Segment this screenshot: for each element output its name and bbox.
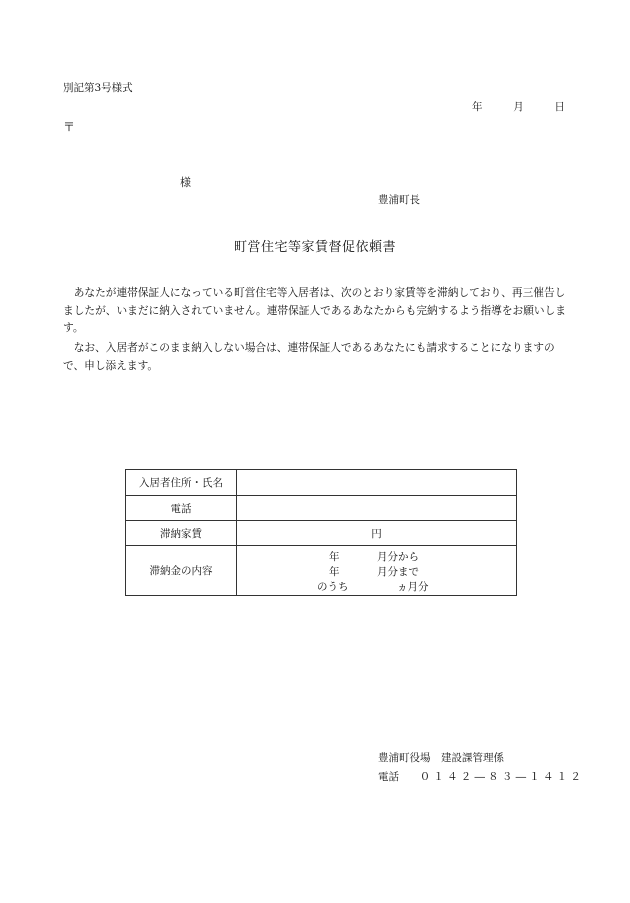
sender-name: 豊浦町長 <box>378 194 420 206</box>
of-which: のうち <box>317 581 349 593</box>
details-label: 滞納金の内容 <box>126 546 237 596</box>
arrears-period <box>237 546 516 595</box>
footer-office: 豊浦町役場 建設課管理係 <box>378 752 504 764</box>
details-value <box>237 546 517 596</box>
addressee-suffix: 様 <box>180 176 191 189</box>
date-month: 月 <box>513 101 524 113</box>
phone-label: 電話 <box>126 496 237 521</box>
to-year: 年 <box>329 566 340 578</box>
resident-value <box>237 470 517 496</box>
form-number: 別記第3号様式 <box>63 82 133 94</box>
rent-label: 滞納家賃 <box>126 521 237 546</box>
from-year: 年 <box>329 551 340 563</box>
date-line <box>472 99 565 114</box>
rent-unit: 円 <box>371 527 382 540</box>
document-title: 町営住宅等家賃督促依頼書 <box>233 240 396 255</box>
to-month: 月分まで <box>377 566 419 578</box>
date-day: 日 <box>554 101 565 113</box>
from-month: 月分から <box>377 551 419 563</box>
body-paragraph-2: なお、入居者がこのまま納入しない場合は、連帯保証人であるあなたにも請求することになりますので、申し添えます。 <box>63 341 555 372</box>
date-year: 年 <box>472 101 483 113</box>
phone-value <box>237 496 517 521</box>
month-count: ヵ月分 <box>397 581 429 593</box>
footer-phone <box>378 769 584 784</box>
table-row <box>126 470 517 496</box>
footer-phone-number: ０１４２―８３―１４１２ <box>419 771 585 783</box>
postal-mark: 〒 <box>63 120 76 134</box>
footer-phone-label: 電話 <box>378 771 399 783</box>
table-row <box>126 546 517 596</box>
arrears-table <box>125 469 517 596</box>
table-row <box>126 496 517 521</box>
resident-label: 入居者住所・氏名 <box>126 470 237 496</box>
rent-value <box>237 521 517 546</box>
body-paragraph-1: あなたが連帯保証人になっている町営住宅等入居者は、次のとおり家賃等を滞納しており、再三催告しましたが、いまだに納入されていません。連帯保証人であるあなたからも完納するよう指導をお願いします。 <box>63 286 566 334</box>
table-row <box>126 521 517 546</box>
